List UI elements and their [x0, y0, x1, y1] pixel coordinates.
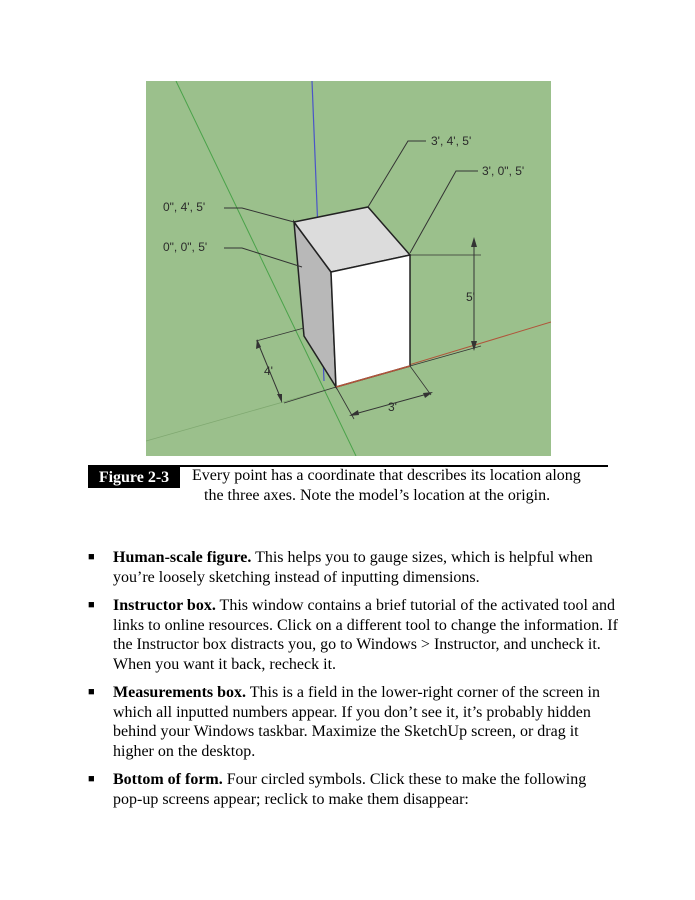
depth-extension-front	[284, 387, 336, 403]
bullet-list	[88, 548, 618, 818]
bullet-term: Measurements box.	[113, 684, 247, 701]
width-arrow-right	[423, 392, 433, 398]
bullet-term: Human-scale figure.	[113, 549, 252, 566]
figure-caption	[192, 466, 610, 506]
bullet-text: This window contains a brief tutorial of the activated tool and links to online resources. Click on a different tool to change the information. If the Instructor box distracts you, go to Windows > Instructor, and uncheck it. When you want it back, recheck it.	[113, 597, 618, 673]
label-top-front-right: 3', 0", 5'	[482, 164, 525, 178]
caption-line-2: the three axes. Note the model’s location at the origin.	[204, 487, 551, 504]
red-axis-dashed	[146, 387, 336, 441]
box-coordinates-drawing	[146, 81, 551, 456]
leader-top-back-right	[368, 141, 426, 207]
depth-extension-back	[256, 328, 304, 341]
label-top-back-right: 3', 4', 5'	[431, 134, 472, 148]
label-top-left-front: 0", 4', 5'	[163, 200, 206, 214]
figure-image	[146, 81, 551, 456]
bullet-term: Bottom of form.	[113, 771, 223, 788]
bullet-marker: ■	[88, 551, 95, 563]
list-item	[88, 596, 618, 674]
width-extension-right	[410, 366, 431, 395]
bullet-marker: ■	[88, 773, 95, 785]
label-depth: 4'	[264, 364, 273, 378]
bullet-marker: ■	[88, 599, 95, 611]
leader-top-front-right	[410, 171, 478, 253]
height-extension-bottom	[410, 346, 481, 366]
width-extension-left	[336, 387, 354, 419]
label-height: 5'	[466, 290, 475, 304]
leader-top-left-front	[224, 208, 294, 222]
height-arrow-top	[471, 237, 477, 247]
list-item	[88, 683, 618, 761]
bullet-text: Four circled symbols. Click these to make the following pop-up screens appear; reclick to make them disappear:	[113, 771, 587, 808]
label-width: 3'	[388, 400, 397, 414]
caption-line-1: Every point has a coordinate that describes its location along	[192, 467, 581, 484]
list-item	[88, 770, 618, 809]
bullet-term: Instructor box.	[113, 597, 216, 614]
figure-tag: Figure 2-3	[88, 467, 180, 488]
bullet-text: This helps you to gauge sizes, which is helpful when you’re loosely sketching instead of inputting dimensions.	[113, 549, 593, 586]
bullet-text: This is a field in the lower-right corner of the screen in which all inputted numbers appear. If you don’t see it, it’s probably hidden behind your Windows taskbar. Maximize the SketchUp screen, or drag it higher on the desktop.	[113, 684, 600, 760]
label-top-left-back: 0", 0", 5'	[163, 240, 208, 254]
bullet-marker: ■	[88, 686, 95, 698]
leader-top-left-back	[224, 248, 302, 267]
box-front-face	[331, 255, 410, 387]
list-item	[88, 548, 618, 587]
depth-arrow-bottom	[277, 394, 282, 403]
